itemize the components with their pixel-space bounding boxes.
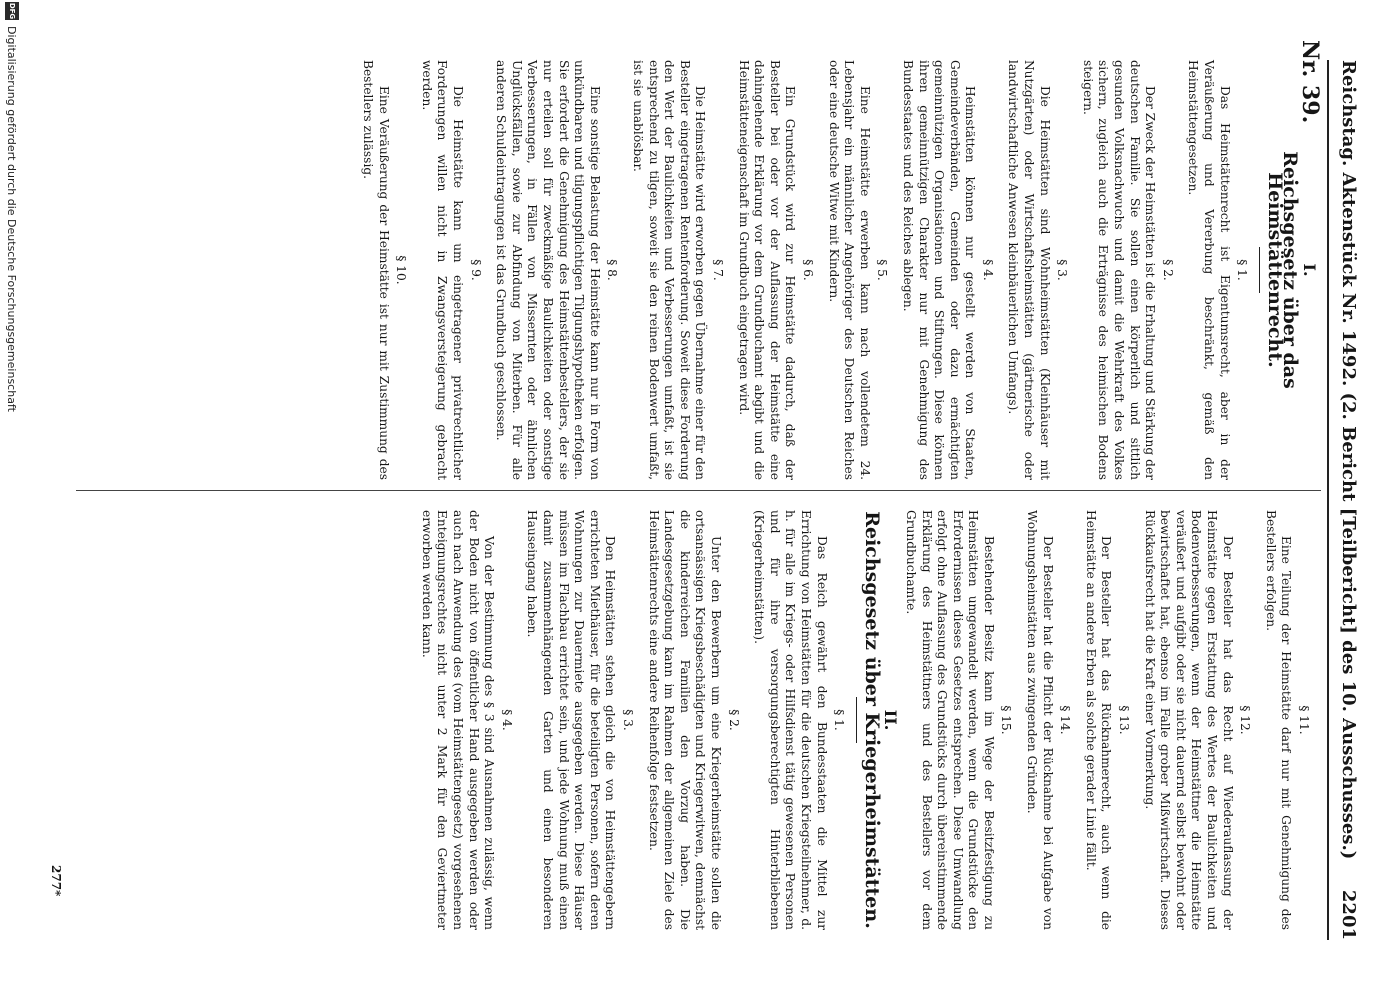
- section-text: Eine Veräußerung der Heimstätte ist nur mit Zustimmung des Bestellers zulässig.: [361, 60, 391, 480]
- section-heading: § 2.: [1160, 259, 1175, 281]
- section-text: Der Besteller hat die Pflicht der Rücknahme bei Aufgabe von Wohnungsheimstätten aus zwingenden Gründen.: [1025, 510, 1055, 930]
- section-heading: § 8.: [605, 259, 620, 281]
- part-numeral: II.: [881, 709, 901, 731]
- section-text: Bestehender Besitz kann im Wege der Besitzfestigung zu Heimstätten umgewandelt werden, wenn die Grundstücke den Erfordernissen dieses Gesetzes entsprechen. Diese Umwandlung erfolgt ohne Auflassung des Grundstücks durch übereinstimmende Erklärung des Heimstättners und des Bestellers vor dem Grundbuchamte.: [903, 510, 996, 930]
- section-heading: § 7.: [711, 259, 725, 281]
- divider: [856, 697, 857, 743]
- section-heading: § 3.: [1055, 259, 1070, 281]
- section-heading: § 3.: [621, 709, 636, 731]
- section-heading: § 9.: [468, 259, 483, 281]
- section-heading: § 6.: [800, 259, 815, 281]
- section-heading: § 1.: [1235, 259, 1250, 281]
- running-header: [1327, 60, 1365, 940]
- section-heading: § 1.: [832, 709, 847, 731]
- law-title: Reichsgesetz über Kriegerheimstätten.: [860, 511, 883, 929]
- section-heading: § 5.: [875, 259, 890, 281]
- section-text: Das Reich gewährt den Bundesstaaten die Mittel zur Errichtung von Heimstätten für die deutschen Kriegsteilnehmer, d. h. für alle im Kriegs- oder Hilfsdienst tätig gewesenen Personen und für ihre versorgungsberechtigten Hinterbliebenen (Kriegerheimstätten).: [752, 510, 829, 930]
- section-text: Der Zweck der Heimstätten ist die Erhaltung und Stärkung der deutschen Familie. Sie sollen einen körperlich und sittlich gesunden Volksnachwuchs und damit die Wehrkraft des Volkes sichern, zugleich auch die Erträgnisse des heimischen Bodens steigern.: [1080, 60, 1158, 480]
- section-heading: § 11.: [1297, 705, 1311, 735]
- section-text: Eine Heimstätte erwerben kann nach vollendetem 24. Lebensjahr ein männlicher Angehöriger des Deutschen Reiches oder eine deutsche Witwe mit Kindern.: [826, 60, 872, 480]
- page-signature: 277*: [49, 865, 63, 897]
- section-heading: § 13.: [1117, 705, 1132, 735]
- column-rule: [76, 490, 1321, 491]
- right-column: [416, 510, 1321, 930]
- section-text: Der Besteller hat das Recht auf Wiederauflassung der Heimstätte gegen Erstattung des Wertes der Baulichkeiten und Bodenverbesserungen, wenn der Heimstättner die Heimstätte veräußert und aufgibt oder sie nicht dauernd selbst bewohnt oder bewirtschaftet hat, ebenso im Falle grober Mißwirtschaft. Dieses Rückkaufsrecht hat die Kraft einer Vormerkung.: [1142, 510, 1235, 930]
- section-heading: § 4.: [980, 259, 995, 281]
- left-column: [358, 60, 1321, 480]
- dfg-logo: DFG: [5, 2, 19, 20]
- section-text: Das Heimstättenrecht ist Eigentumsrecht, aber in der Veräußerung und Vererbung beschränkt, gemäß den Heimstättengesetzen.: [1186, 60, 1232, 480]
- section-text: Die Heimstätten sind Wohnheimstätten (Kleinhäuser mit Nutzgärten) oder Wirtschaftsheimstätten (gärtnerische oder landwirtschaftliche Anwesen kleinbäuerlichen Umfangs).: [1006, 60, 1052, 480]
- law-title: Reichsgesetz über das Heimstättenrecht.: [1263, 151, 1302, 389]
- part-numeral: I.: [1300, 263, 1319, 277]
- publication-line: Reichstag. Aktenstück Nr. 1492. (2. Bericht [Teilbericht] des 10. Ausschusses.): [1338, 60, 1359, 860]
- divider: [1259, 247, 1260, 293]
- section-text: Von der Bestimmung des § 3 sind Ausnahmen zulässig, wenn der Boden nicht von öffentlicher Hand ausgegeben werden oder auch nach Anwendung des (vom Heimstättengesetz) vorgesehenen Enteignungsrechtes nicht unter 2 Mark für den Geviertmeter erworben werden kann.: [419, 510, 497, 930]
- section-heading: § 2.: [726, 709, 741, 731]
- footer-text: Digitalisierung gefördert durch die Deutsche Forschungsgemeinschaft: [5, 26, 18, 412]
- document-number: Nr. 39.: [1297, 40, 1323, 124]
- section-text: Eine Teilung der Heimstätte darf nur mit Genehmigung des Bestellers erfolgen.: [1263, 510, 1294, 930]
- section-heading: § 15.: [999, 705, 1014, 735]
- digitization-footer: [0, 0, 22, 1000]
- section-text: Den Heimstätten stehen gleich die von Heimstättengebern errichteten Miethäuser, für die beteiligten Personen, sofern deren Wohnungen zur Dauermiete ausgegeben werden. Diese Häuser müssen im Flachbau errichtet sein, und jede Wohnung muß einen damit zusammenhängenden Garten und einen besonderen Hauseingang haben.: [525, 510, 618, 930]
- section-text: Die Heimstätte kann um eingetragener privatrechtlicher Forderungen willen nicht in Zwangsversteigerung gebracht werden.: [419, 60, 466, 480]
- section-text: Die Heimstätte wird erworben gegen Übernahme einer für den Besteller eingetragenen Rentenforderung. Soweit diese Forderung den Wert der Baulichkeiten und Verbesserungen umfaßt, ist sie entsprechend zu tilgen, soweit sie den reinen Bodenwert umfaßt, ist sie unablösbar.: [631, 60, 708, 480]
- section-heading: § 14.: [1058, 705, 1073, 735]
- section-heading: § 10.: [394, 255, 409, 285]
- section-text: Der Besteller hat das Rücknahmerecht, auch wenn die Heimstätte an andere Erben als solche gerader Linie fällt.: [1083, 510, 1114, 930]
- section-text: Heimstätten können nur gestellt werden von Staaten, Gemeindeverbänden, Gemeinden oder dazu ermächtigten gemeinnützigen Organisationen und Stiftungen. Diese können ihren gemeinnützigen Charakter nur mit Genehmigung des Bundesstaates und des Reiches ablegen.: [900, 60, 978, 480]
- section-text: Unter den Bewerbern um eine Kriegerheimstätte sollen die ortsansässigen Kriegsbeschädigten und Kriegerwitwen, demnächst die kinderreichen Familien den Vorzug haben. Die Landesgesetzgebung kann im Rahmen der allgemeinen Ziele des Heimstättenrechts eine andere Reihenfolge festsetzen.: [646, 510, 723, 930]
- section-text: Ein Grundstück wird zur Heimstätte dadurch, daß der Besteller bei oder vor der Auflassung der Heimstätte eine dahingehende Erklärung vor dem Grundbuchamt abgibt und die Heimstätteneigenschaft im Grundbuch eingetragen wird.: [736, 60, 798, 480]
- section-heading: § 12.: [1238, 705, 1253, 735]
- section-text: Eine sonstige Belastung der Heimstätte kann nur in Form von unkündbaren und tilgungspflichtigen Tilgungshypotheken erfolgen. Sie erfordert die Genehmigung des Heimstättenbestellers, der sie nur erteilen soll für zweckmäßige Baulichkeiten oder sonstige Verbesserungen, in Fällen von Missernten oder ähnlichen Unglücksfällen, sowie zur Abfindung von Miterben. Für alle anderen Schuldeintragungen ist das Grundbuch geschlossen.: [494, 60, 602, 480]
- page-number: 2201: [1338, 889, 1359, 940]
- section-heading: § 4.: [499, 709, 514, 731]
